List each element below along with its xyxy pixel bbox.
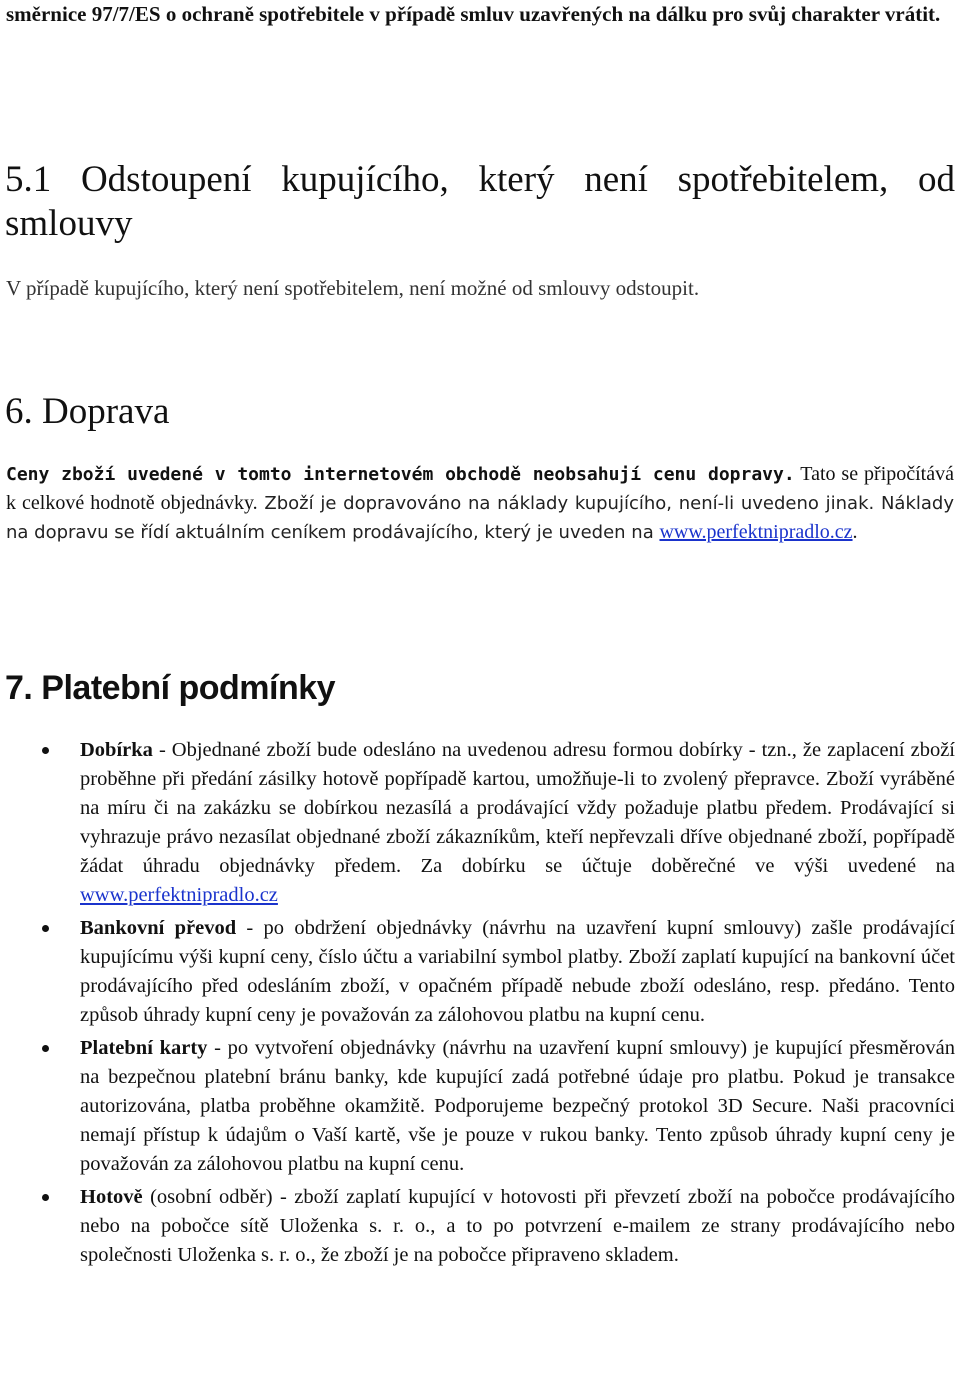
bullet-icon (42, 1194, 49, 1201)
section-6-paragraph (6, 460, 954, 547)
section-5-1-text: V případě kupujícího, který není spotřebitelem, není možné od smlouvy odstoupit. (6, 276, 700, 300)
dobirka-website-link[interactable]: www.perfektnipradlo.cz (80, 884, 278, 906)
item-text: (osobní odběr) - zboží zaplatí kupující v hotovosti při převzetí zboží na pobočce prodávajícího nebo na pobočce sítě Uloženka s. r. o., a to po potvrzení e-mailem ze strany prodávajícího nebo společnosti Uloženka s. r. o., že zboží je na pobočce připraveno skladem. (80, 1186, 955, 1266)
item-text: - Objednané zboží bude odesláno na uvedenou adresu formou dobírky - tzn., že zaplacení zboží proběhne při předání zásilky hotově popřípadě kartou, umožňuje-li to zvolený přepravce. Zboží vyráběné na míru či na zakázku se dobírkou nezasílá a prodávající vždy požaduje platbu předem. Prodávající si vyhrazuje právo nezasílat objednané zboží zákazníkům, kteří nepřevzali dříve objednané zboží, popřípadě žádat úhradu objednávky předem. Za dobírku se účtuje doběrečné ve výši uvedené na (80, 739, 955, 877)
section-6-sentence-2: Tato se připočítává k celkové hodnotě objednávky. (6, 463, 954, 514)
item-title: Hotově (80, 1186, 143, 1208)
payment-methods-list (0, 736, 960, 1270)
list-item-hotove (0, 1183, 955, 1270)
section-6-sentence-4: Náklady na dopravu se řídí aktuálním ceníkem prodávajícího, který je uveden na (6, 493, 954, 543)
item-title: Platební karty (80, 1037, 208, 1059)
section-6-end: . (852, 521, 858, 543)
section-5-1-heading: 5.1 Odstoupení kupujícího, který není spotřebitelem, od smlouvy (5, 159, 955, 244)
item-title: Bankovní převod (80, 917, 237, 939)
intro-paragraph: směrnice 97/7/ES o ochraně spotřebitele v případě smluv uzavřených na dálku pro svůj charakter vrátit. (6, 2, 941, 26)
section-6-bold-sentence: Ceny zboží uvedené v tomto internetovém obchodě neobsahují cenu dopravy. (6, 464, 795, 485)
bullet-icon (42, 747, 49, 754)
section-7-heading: 7. Platební podmínky (5, 669, 336, 707)
list-item-dobirka (0, 736, 955, 910)
item-text: - po vytvoření objednávky (návrhu na uzavření kupní smlouvy) je kupující přesměrován na bezpečnou platební bránu banky, kde kupující zadá potřebné údaje pro platbu. Pokud je transakce autorizována, platba proběhne okamžitě. Podporujeme bezpečný protokol 3D Secure. Naši pracovníci nemají přístup k údajům o Vaší kartě, vše je pouze v rukou banky. Tento způsob úhrady kupní ceny je považován za zálohovou platbu na kupní cenu. (80, 1037, 956, 1175)
item-title: Dobírka (80, 739, 153, 761)
list-item-bankovni-prevod (0, 914, 955, 1030)
section-6-heading: 6. Doprava (5, 391, 170, 432)
bullet-icon (42, 925, 49, 932)
item-text: - po obdržení objednávky (návrhu na uzavření kupní smlouvy) zašle prodávající kupujícímu výši kupní ceny, číslo účtu a variabilní symbol platby. Zboží zaplatí kupující na bankovní účet prodávajícího před odesláním zboží, v opačném případě nebude zboží odesláno, resp. předáno. Tento způsob úhrady kupní ceny je považován za zálohovou platbu na kupní cenu. (80, 917, 955, 1026)
list-item-platebni-karty (0, 1034, 955, 1179)
section-6-website-link[interactable]: www.perfektnipradlo.cz (659, 521, 853, 543)
section-6-sentence-3: Zboží je dopravováno na náklady kupujícího, není-li uvedeno jinak. (257, 493, 875, 514)
bullet-icon (42, 1045, 49, 1052)
